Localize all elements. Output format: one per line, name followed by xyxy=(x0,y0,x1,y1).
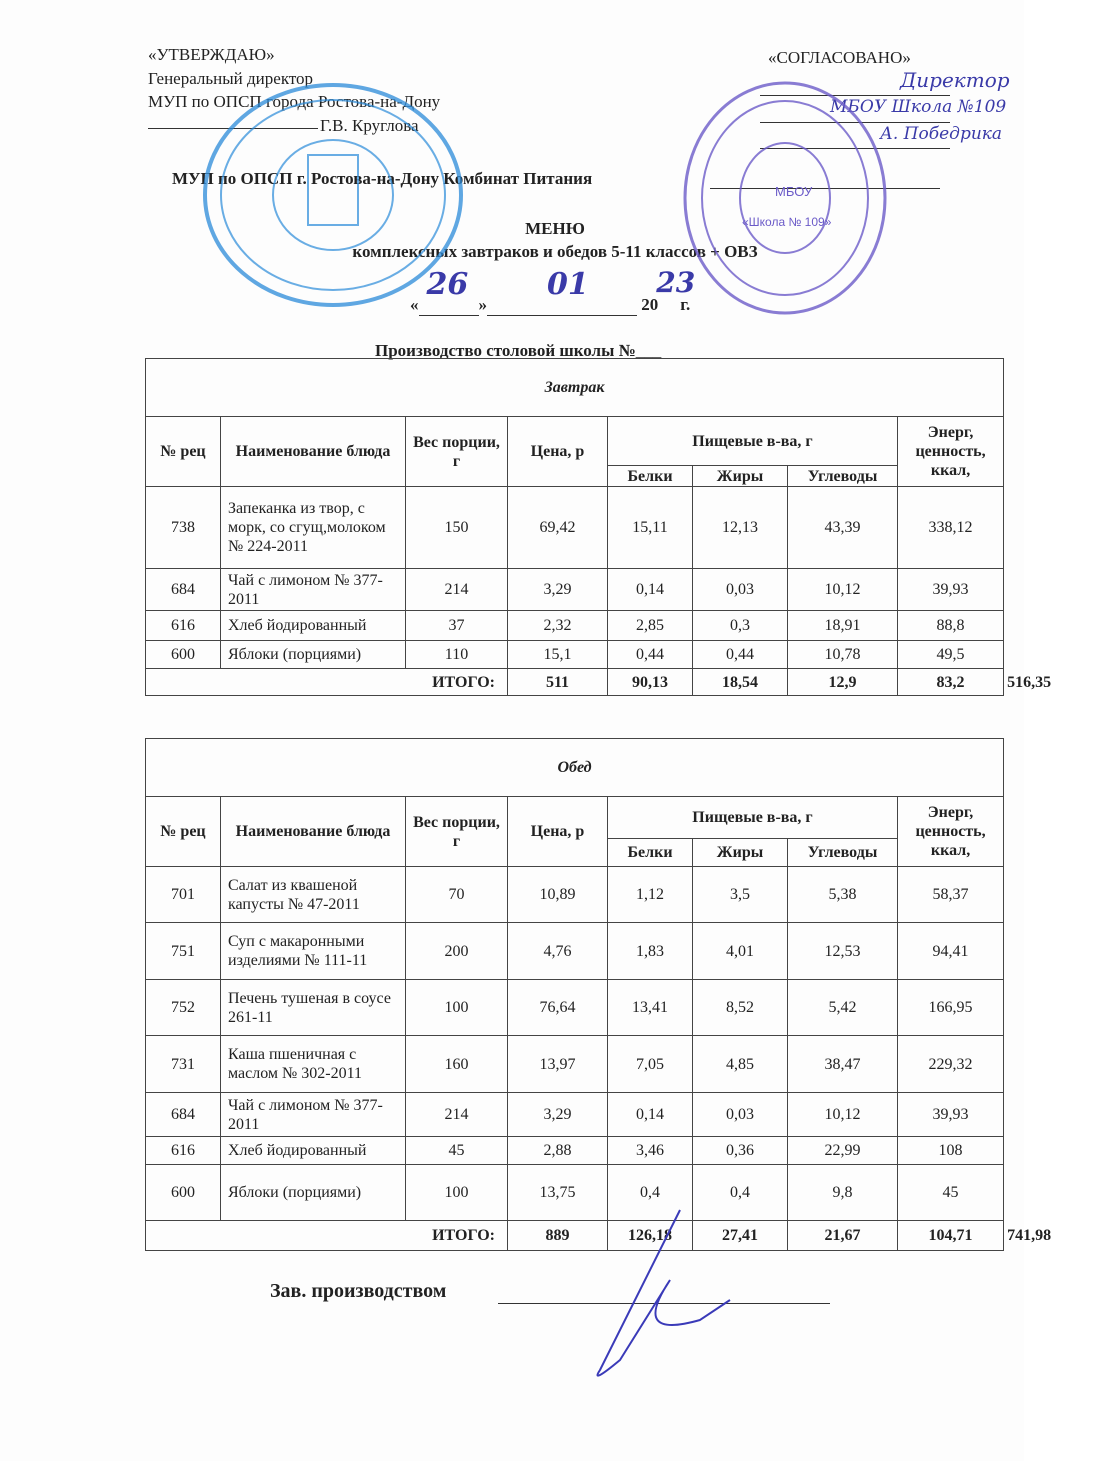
cell-recipe-num: 616 xyxy=(146,1137,221,1165)
cell-fat: 4,85 xyxy=(693,1036,788,1093)
table-row xyxy=(146,980,1004,1036)
col-header-energy: Энерг, ценность, ккал, xyxy=(898,417,1004,487)
cell-portion-weight: 100 xyxy=(406,1165,508,1221)
table-caption: Обед xyxy=(146,739,1004,797)
cell-energy: 88,8 xyxy=(898,611,1004,641)
cell-fat: 12,13 xyxy=(693,487,788,569)
cell-portion-weight: 45 xyxy=(406,1137,508,1165)
cell-fat: 4,01 xyxy=(693,923,788,980)
cell-energy: 39,93 xyxy=(898,1093,1004,1137)
cell-energy: 166,95 xyxy=(898,980,1004,1036)
cell-portion-weight: 37 xyxy=(406,611,508,641)
cell-protein: 2,85 xyxy=(608,611,693,641)
cell-carbs: 5,38 xyxy=(788,867,898,923)
cell-recipe-num: 684 xyxy=(146,569,221,611)
organization-stamp xyxy=(193,80,493,310)
handwritten-signature xyxy=(560,1200,780,1390)
cell-protein: 0,14 xyxy=(608,569,693,611)
cell-recipe-num: 684 xyxy=(146,1093,221,1137)
cell-portion-weight: 150 xyxy=(406,487,508,569)
cell-recipe-num: 731 xyxy=(146,1036,221,1093)
approve-org: МУП по ОПСП города Ростова-на-Дону xyxy=(148,92,441,111)
agreed-label: «СОГЛАСОВАНО» xyxy=(768,48,911,67)
cell-portion-weight: 200 xyxy=(406,923,508,980)
cell-fat: 0,03 xyxy=(693,1093,788,1137)
lunch-table xyxy=(145,738,1052,1251)
total-row: ИТОГО: 511 90,13 18,54 12,9 83,2 516,35 xyxy=(146,669,1004,696)
total-label: ИТОГО: xyxy=(146,1221,508,1251)
cell-fat: 0,03 xyxy=(693,569,788,611)
cell-recipe-num: 616 xyxy=(146,611,221,641)
cell-portion-weight: 110 xyxy=(406,641,508,669)
cell-dish-name: Яблоки (порциями) xyxy=(221,1165,406,1221)
cell-price: 69,42 xyxy=(508,487,608,569)
cell-price: 3,29 xyxy=(508,1093,608,1137)
document-subtitle: комплексных завтраков и обедов 5-11 классов + ОВЗ xyxy=(352,242,758,261)
date-day: 26 xyxy=(426,267,469,302)
col-header-carb: Углеводы xyxy=(788,466,898,487)
cell-energy: 45 xyxy=(898,1165,1004,1221)
manager-label: Зав. производством xyxy=(270,1280,447,1302)
cell-portion-weight: 214 xyxy=(406,569,508,611)
agreed-handwritten-school: МБОУ Школа №109 xyxy=(830,97,1007,117)
cell-dish-name: Хлеб йодированный xyxy=(221,611,406,641)
cell-price: 4,76 xyxy=(508,923,608,980)
cell-energy: 39,93 xyxy=(898,569,1004,611)
cell-dish-name: Печень тушеная в соусе 261-11 xyxy=(221,980,406,1036)
breakfast-table xyxy=(145,358,1052,696)
cell-portion-weight: 160 xyxy=(406,1036,508,1093)
cell-carbs: 22,99 xyxy=(788,1137,898,1165)
col-header-name: Наименование блюда xyxy=(221,797,406,867)
cell-carbs: 18,91 xyxy=(788,611,898,641)
cell-dish-name: Хлеб йодированный xyxy=(221,1137,406,1165)
table-row xyxy=(146,867,1004,923)
col-header-carb: Углеводы xyxy=(788,839,898,867)
total-price: 126,18 xyxy=(608,1221,693,1251)
col-header-name: Наименование блюда xyxy=(221,417,406,487)
col-header-weight: Вес порции, г xyxy=(406,797,508,867)
date-month: 01 xyxy=(547,267,589,302)
cell-price: 76,64 xyxy=(508,980,608,1036)
cell-energy: 338,12 xyxy=(898,487,1004,569)
cell-fat: 0,3 xyxy=(693,611,788,641)
production-label: Производство столовой школы №___ xyxy=(375,341,662,360)
cell-carbs: 43,39 xyxy=(788,487,898,569)
col-header-num: № рец xyxy=(146,417,221,487)
cell-protein: 3,46 xyxy=(608,1137,693,1165)
cell-recipe-num: 701 xyxy=(146,867,221,923)
cell-price: 13,97 xyxy=(508,1036,608,1093)
cell-protein: 1,12 xyxy=(608,867,693,923)
cell-recipe-num: 751 xyxy=(146,923,221,980)
table-row xyxy=(146,487,1004,569)
cell-carbs: 38,47 xyxy=(788,1036,898,1093)
total-fat: 12,9 xyxy=(788,669,898,696)
cell-price: 2,88 xyxy=(508,1137,608,1165)
total-price: 90,13 xyxy=(608,669,693,696)
col-header-fat: Жиры xyxy=(693,466,788,487)
cell-energy: 94,41 xyxy=(898,923,1004,980)
cell-fat: 0,36 xyxy=(693,1137,788,1165)
col-header-price: Цена, р xyxy=(508,797,608,867)
cell-energy: 108 xyxy=(898,1137,1004,1165)
cell-energy: 49,5 xyxy=(898,641,1004,669)
cell-dish-name: Чай с лимоном № 377-2011 xyxy=(221,569,406,611)
table-row xyxy=(146,1036,1004,1093)
cell-fat: 0,4 xyxy=(693,1165,788,1221)
cell-price: 2,32 xyxy=(508,611,608,641)
table-row xyxy=(146,1093,1004,1137)
cell-energy: 229,32 xyxy=(898,1036,1004,1093)
organization-name: МУП по ОПСП г. Ростова-на-Дону Комбинат Питания xyxy=(172,169,593,188)
cell-portion-weight: 100 xyxy=(406,980,508,1036)
table-row xyxy=(146,611,1004,641)
cell-carbs: 9,8 xyxy=(788,1165,898,1221)
cell-carbs: 10,12 xyxy=(788,1093,898,1137)
col-header-nutrients: Пищевые в-ва, г xyxy=(608,797,898,839)
cell-energy: 58,37 xyxy=(898,867,1004,923)
cell-dish-name: Запеканка из твор, с морк, со сгущ,молоком № 224-2011 xyxy=(221,487,406,569)
agreed-handwritten-position: Директор xyxy=(900,68,1010,92)
cell-protein: 15,11 xyxy=(608,487,693,569)
col-header-energy: Энерг, ценность, ккал, xyxy=(898,797,1004,867)
col-header-protein: Белки xyxy=(608,839,693,867)
cell-protein: 13,41 xyxy=(608,980,693,1036)
total-weight: 889 xyxy=(508,1221,608,1251)
cell-recipe-num: 752 xyxy=(146,980,221,1036)
cell-portion-weight: 70 xyxy=(406,867,508,923)
cell-portion-weight: 214 xyxy=(406,1093,508,1137)
date-year-prefix: 20 xyxy=(641,295,659,314)
total-carbs: 104,71 xyxy=(898,1221,1004,1251)
cell-dish-name: Суп с макаронными изделиями № 111-11 xyxy=(221,923,406,980)
cell-recipe-num: 738 xyxy=(146,487,221,569)
col-header-nutrients: Пищевые в-ва, г xyxy=(608,417,898,466)
cell-fat: 0,44 xyxy=(693,641,788,669)
total-weight: 511 xyxy=(508,669,608,696)
cell-dish-name: Салат из квашеной капусты № 47-2011 xyxy=(221,867,406,923)
cell-protein: 1,83 xyxy=(608,923,693,980)
cell-price: 13,75 xyxy=(508,1165,608,1221)
approve-position: Генеральный директор xyxy=(148,69,314,88)
school-stamp xyxy=(680,78,890,318)
cell-carbs: 5,42 xyxy=(788,980,898,1036)
total-label: ИТОГО: xyxy=(146,669,508,696)
cell-carbs: 10,12 xyxy=(788,569,898,611)
cell-protein: 0,44 xyxy=(608,641,693,669)
table-row xyxy=(146,641,1004,669)
total-carbs: 83,2 xyxy=(898,669,1004,696)
cell-price: 15,1 xyxy=(508,641,608,669)
cell-protein: 0,14 xyxy=(608,1093,693,1137)
date-suffix: г. xyxy=(680,295,691,314)
col-header-protein: Белки xyxy=(608,466,693,487)
table-row xyxy=(146,1137,1004,1165)
table-row xyxy=(146,923,1004,980)
cell-price: 3,29 xyxy=(508,569,608,611)
table-caption: Завтрак xyxy=(146,359,1004,417)
cell-carbs: 12,53 xyxy=(788,923,898,980)
cell-carbs: 10,78 xyxy=(788,641,898,669)
approve-name: Г.В. Круглова xyxy=(320,116,419,135)
cell-dish-name: Яблоки (порциями) xyxy=(221,641,406,669)
cell-protein: 7,05 xyxy=(608,1036,693,1093)
cell-protein: 0,4 xyxy=(608,1165,693,1221)
cell-recipe-num: 600 xyxy=(146,1165,221,1221)
col-header-num: № рец xyxy=(146,797,221,867)
cell-dish-name: Каша пшеничная с маслом № 302-2011 xyxy=(221,1036,406,1093)
date-year: 23 xyxy=(656,266,696,299)
cell-recipe-num: 600 xyxy=(146,641,221,669)
svg-text:«Школа № 109»: «Школа № 109» xyxy=(742,215,832,229)
table-row xyxy=(146,569,1004,611)
agreed-handwritten-name: А. Победрика xyxy=(880,124,1003,144)
cell-fat: 3,5 xyxy=(693,867,788,923)
cell-price: 10,89 xyxy=(508,867,608,923)
document-title: МЕНЮ xyxy=(525,219,585,238)
cell-fat: 8,52 xyxy=(693,980,788,1036)
approve-label: «УТВЕРЖДАЮ» xyxy=(148,45,275,64)
date-line: « 26 » 01 20 23 г. xyxy=(410,266,696,314)
total-fat: 21,67 xyxy=(788,1221,898,1251)
total-row: ИТОГО: 889 126,18 27,41 21,67 104,71 741,98 xyxy=(146,1221,1004,1251)
col-header-weight: Вес порции, г xyxy=(406,417,508,487)
svg-text:МБОУ: МБОУ xyxy=(775,184,813,199)
col-header-fat: Жиры xyxy=(693,839,788,867)
col-header-price: Цена, р xyxy=(508,417,608,487)
total-protein: 18,54 xyxy=(693,669,788,696)
cell-dish-name: Чай с лимоном № 377-2011 xyxy=(221,1093,406,1137)
total-protein: 27,41 xyxy=(693,1221,788,1251)
